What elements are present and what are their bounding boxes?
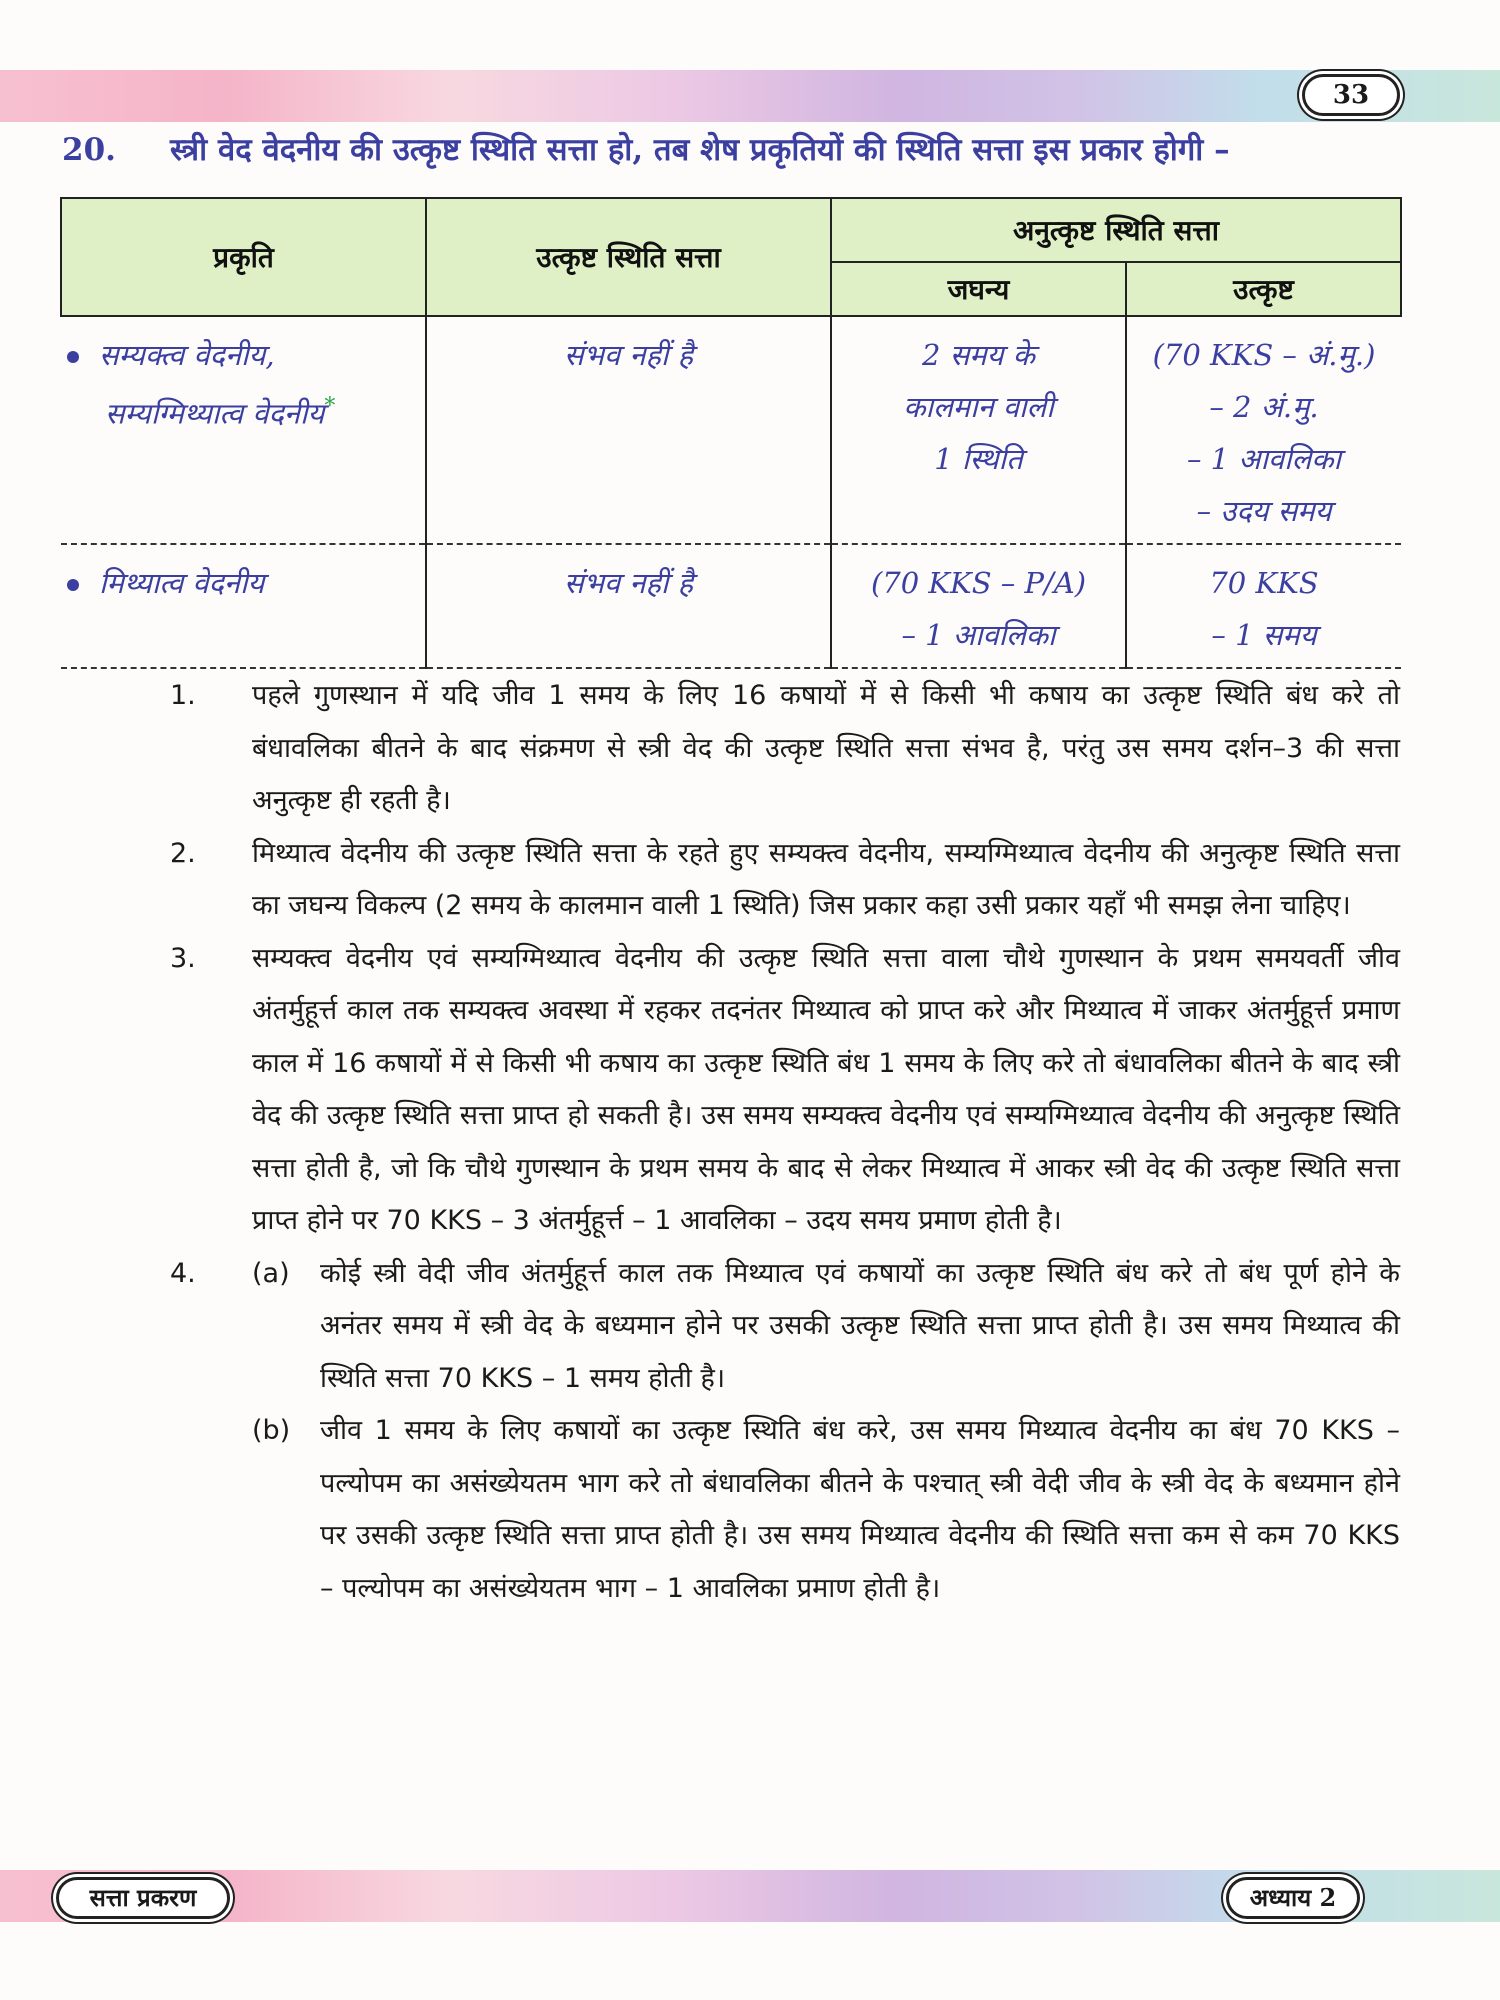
cell-jaghanya: 2 समय के कालमान वाली 1 स्थिति	[831, 316, 1126, 544]
cell-prakriti	[61, 544, 426, 668]
note-item	[170, 1248, 1400, 1616]
page-number: 33	[1302, 74, 1400, 116]
header-decorative-band	[0, 70, 1500, 122]
explanation-notes	[170, 670, 1400, 1615]
header-prakriti: प्रकृति	[61, 198, 426, 316]
cell-jaghanya: (70 KKS – P/A) – 1 आवलिका	[831, 544, 1126, 668]
bullet-icon	[67, 579, 79, 591]
header-jaghanya: जघन्य	[831, 262, 1126, 316]
note-number: 2.	[170, 837, 196, 869]
note-item	[170, 670, 1400, 828]
cell-utkrisht-sub: (70 KKS – अं.मु.) – 2 अं.मु. – 1 आवलिका – उदय समय	[1126, 316, 1401, 544]
prakriti-name: मिथ्यात्व वेदनीय	[99, 566, 265, 600]
cell-prakriti	[61, 316, 426, 544]
header-utkrisht-sub: उत्कृष्ट	[1126, 262, 1401, 316]
footer-section-title: सत्ता प्रकरण	[56, 1877, 230, 1919]
note-number: 4.	[170, 1257, 196, 1289]
footer-chapter: अध्याय 2	[1226, 1877, 1360, 1919]
question-title	[62, 128, 1402, 170]
prakriti-name: सम्यग्मिथ्यात्व वेदनीय	[105, 396, 325, 431]
note-number: 1.	[170, 680, 196, 711]
question-text: स्त्री वेद वेदनीय की उत्कृष्ट स्थिति सत्ता हो, तब शेष प्रकृतियों की स्थिति सत्ता इस प्रकार होगी –	[170, 132, 1230, 168]
note-item	[170, 828, 1400, 933]
prakriti-name: सम्यक्त्व वेदनीय,	[99, 338, 275, 372]
cell-utkrisht-sub: 70 KKS – 1 समय	[1126, 544, 1401, 668]
sthiti-satta-table	[60, 197, 1402, 669]
asterisk-marker: *	[324, 394, 336, 419]
table-row	[61, 544, 1401, 668]
note-text: सम्यक्त्व वेदनीय एवं सम्यग्मिथ्यात्व वेदनीय की उत्कृष्ट स्थिति सत्ता वाला चौथे गुणस्थान के प्रथम समयवर्ती जीव अंतर्मुहूर्त्त काल तक सम्यक्त्व अवस्था में रहकर तदनंतर मिथ्यात्व को प्राप्त करे और मिथ्यात्व में जाकर अंतर्मुहूर्त्त प्रमाण काल में 16 कषायों में से किसी भी कषाय का उत्कृष्ट स्थिति बंध 1 समय के लिए करे तो बंधावलिका बीतने के बाद स्त्री वेद की उत्कृष्ट स्थिति सत्ता प्राप्त हो सकती है। उस समय सम्यक्त्व वेदनीय एवं सम्यग्मिथ्यात्व वेदनीय की अनुत्कृष्ट स्थिति सत्ता होती है, जो कि चौथे गुणस्थान के प्रथम समय के बाद से लेकर मिथ्यात्व में आकर स्त्री वेद की उत्कृष्ट स्थिति सत्ता प्राप्त होने पर 70 KKS – 3 अंतर्मुहूर्त्त – 1 आवलिका – उदय समय प्रमाण होती है।	[252, 942, 1400, 1236]
note-item	[170, 933, 1400, 1248]
cell-utkrisht: संभव नहीं है	[426, 316, 831, 544]
header-anutkrisht-sthiti-satta: अनुत्कृष्ट स्थिति सत्ता	[831, 198, 1401, 262]
question-number: 20.	[62, 132, 116, 168]
note-text: मिथ्यात्व वेदनीय की उत्कृष्ट स्थिति सत्ता के रहते हुए सम्यक्त्व वेदनीय, सम्यग्मिथ्यात्व वेदनीय की अनुत्कृष्ट स्थिति सत्ता का जघन्य विकल्प (2 समय के कालमान वाली 1 स्थिति) जिस प्रकार कहा उसी प्रकार यहाँ भी समझ लेना चाहिए।	[252, 837, 1400, 921]
bullet-icon	[67, 351, 79, 363]
table-row	[61, 316, 1401, 544]
cell-utkrisht: संभव नहीं है	[426, 544, 831, 668]
header-utkrisht-sthiti-satta: उत्कृष्ट स्थिति सत्ता	[426, 198, 831, 316]
note-number: 3.	[170, 942, 196, 974]
sub-note-a: (a) कोई स्त्री वेदी जीव अंतर्मुहूर्त्त काल तक मिथ्यात्व एवं कषायों का उत्कृष्ट स्थिति बंध करे तो बंध पूर्ण होने के अनंतर समय में स्त्री वेद के बध्यमान होने पर उसकी उत्कृष्ट स्थिति सत्ता प्राप्त होती है। उस समय मिथ्यात्व की स्थिति सत्ता 70 KKS – 1 समय होती है।	[252, 1257, 1400, 1394]
sub-note-b: (b) जीव 1 समय के लिए कषायों का उत्कृष्ट स्थिति बंध करे, उस समय मिथ्यात्व वेदनीय का बंध 70 KKS – पल्योपम का असंख्येयतम भाग करे तो बंधावलिका बीतने के पश्चात् स्त्री वेदी जीव के स्त्री वेद के बध्यमान होने पर उसकी उत्कृष्ट स्थिति सत्ता प्राप्त होती है। उस समय मिथ्यात्व वेदनीय की स्थिति सत्ता कम से कम 70 KKS – पल्योपम का असंख्येयतम भाग – 1 आवलिका प्रमाण होती है।	[252, 1415, 1400, 1604]
note-text: पहले गुणस्थान में यदि जीव 1 समय के लिए 16 कषायों में से किसी भी कषाय का उत्कृष्ट स्थिति बंध करे तो बंधावलिका बीतने के बाद संक्रमण से स्त्री वेद की उत्कृष्ट स्थिति सत्ता संभव है, परंतु उस समय दर्शन–3 की सत्ता अनुत्कृष्ट ही रहती है।	[252, 680, 1400, 816]
